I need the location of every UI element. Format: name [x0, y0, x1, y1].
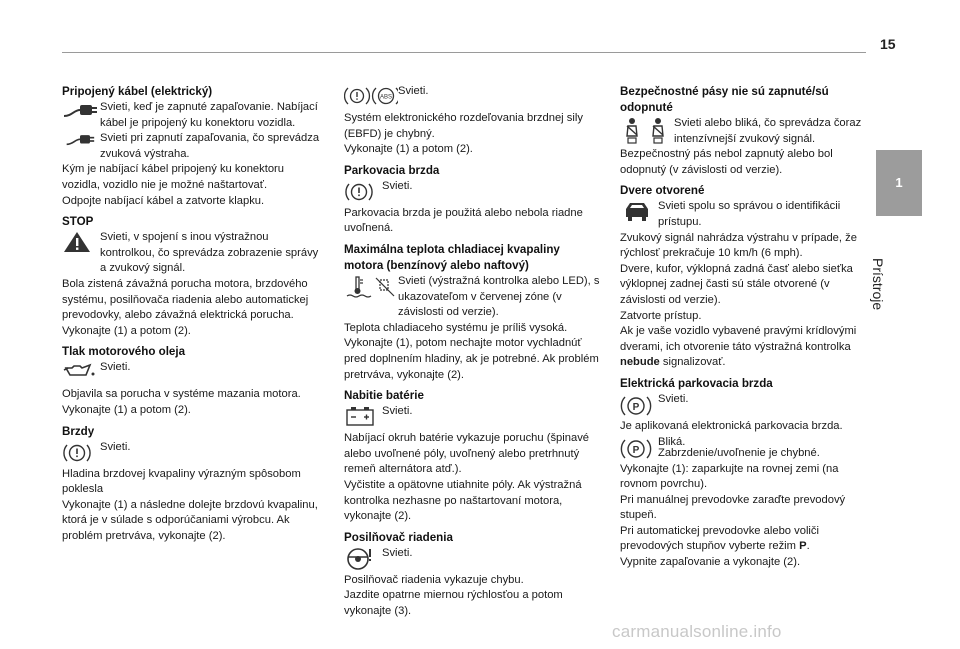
paragraph: Objavila sa porucha v systéme mazania motora. — [62, 388, 301, 401]
icon-row — [344, 179, 602, 206]
text-run: Ak je vaše vozidlo vybavené pravými krídlovými dverami, ich otvorenie táto výstražná kontrolka — [620, 325, 857, 353]
svg-text:P: P — [632, 444, 640, 456]
svg-text:P: P — [632, 401, 640, 413]
electric-parking-brake-icon — [620, 392, 658, 419]
paragraph: Hladina brzdovej kvapaliny výrazným spôsobom poklesla — [62, 467, 301, 496]
paragraph: Svieti pri zapnutí zapaľovania, čo sprevádza zvuková výstraha. — [100, 132, 320, 160]
led-crossed-icon — [376, 278, 394, 296]
paragraph: Vyčistite a opätovne utiahnite póly. Ak výstražná kontrolka nezhasne po naštartovaní motora, vykonajte (2). — [344, 478, 582, 523]
emphasis: nebude — [620, 356, 660, 369]
section-title: Parkovacia brzda — [344, 163, 440, 177]
icon-row — [620, 199, 878, 230]
paragraph: Svieti. — [382, 405, 413, 418]
paragraph: Vykonajte (1), potom nechajte motor vychladnúť pred doplnením hladiny, ak je potrebné. Ak problém pretrváva, vykonajte (2). — [344, 337, 599, 381]
oil-can-icon — [62, 360, 100, 387]
seatbelt-icon — [620, 116, 674, 143]
paragraph: Bola zistená závažná porucha motora, brzdového systému, posilňovača riadenia alebo automatickej prevodovky, alebo závažná elektrická porucha. — [62, 277, 309, 322]
electric-parking-brake-icon — [620, 435, 658, 462]
icon-row — [62, 100, 320, 131]
text-run: . — [806, 540, 810, 553]
watermark: carmanualsonline.info — [612, 622, 782, 641]
section-title: STOP — [62, 215, 94, 229]
power-steering-icon — [344, 546, 382, 573]
paragraph: Vykonajte (1) a následne dolejte brzdovú kvapalinu, ktorá je v súlade s odporúčaniami výrobcu. Ak problém pretrváva, vykonajte (2). — [62, 498, 318, 542]
paragraph: Zvukový signál nahrádza výstrahu v prípade, že rýchlosť prekračuje 10 km/h (6 mph). — [620, 231, 857, 260]
charging-cable-icon — [62, 131, 100, 158]
paragraph: Jazdite opatrne miernou rýchlosťou a potom vykonajte (3). — [344, 589, 563, 617]
paragraph: Vykonajte (1) a potom (2). — [62, 324, 191, 337]
paragraph: Zatvorte prístup. — [620, 309, 702, 322]
paragraph: Zabrzdenie/uvoľnenie je chybné. — [658, 446, 820, 459]
icon-row — [62, 440, 320, 467]
paragraph: Svieti. — [398, 85, 429, 97]
icon-row — [62, 360, 320, 387]
paragraph: Teplota chladiaceho systému je príliš vysoká. — [344, 321, 568, 334]
icon-row — [344, 274, 602, 321]
paragraph: Bliká. — [658, 435, 686, 448]
section-title: Elektrická parkovacia brzda — [620, 376, 773, 390]
column-3 — [620, 84, 878, 571]
svg-text:ABS: ABS — [379, 94, 393, 101]
abs-icon — [344, 84, 398, 111]
section-title: Bezpečnostné pásy nie sú zapnuté/sú odopnuté — [620, 85, 829, 114]
brake-warning-icon — [62, 440, 100, 467]
icon-row — [344, 84, 602, 111]
paragraph: Svieti spolu so správou o identifikácii prístupu. — [658, 200, 841, 228]
section-title: Tlak motorového oleja — [62, 345, 186, 359]
section-title: Nabitie batérie — [344, 389, 424, 403]
icon-row — [344, 546, 602, 573]
paragraph: Posilňovač riadenia vykazuje chybu. — [344, 573, 524, 586]
paragraph: Nabíjací okruh batérie vykazuje poruchu (špinavé alebo uvoľnené póly, uvoľnený alebo pretrhnutý remeň alternátora atď.). — [344, 432, 590, 476]
column-1 — [62, 84, 320, 544]
paragraph: Svieti. — [658, 392, 689, 405]
paragraph: Svieti, v spojení s inou výstražnou kontrolkou, čo sprevádza zobrazenie správy a zvukový signál. — [100, 231, 319, 275]
section-title: Pripojený kábel (elektrický) — [62, 85, 213, 98]
icon-row — [344, 404, 602, 431]
paragraph: Svieti. — [382, 546, 413, 559]
paragraph: Vykonajte (1) a potom (2). — [344, 143, 473, 156]
icon-row — [62, 230, 320, 277]
door-open-icon — [620, 199, 658, 226]
column-2 — [344, 84, 602, 619]
paragraph: Odpojte nabíjací kábel a zatvorte klapku. — [62, 194, 265, 207]
section-title: Maximálna teplota chladiacej kvapaliny motora (benzínový alebo naftový) — [344, 242, 560, 272]
paragraph: Svieti, keď je zapnuté zapaľovanie. Nabíjací kábel je pripojený ku konektoru vozidla. — [100, 101, 318, 129]
paragraph: Svieti. — [382, 179, 413, 192]
paragraph: Svieti. — [100, 440, 131, 453]
paragraph: Svieti. — [100, 361, 131, 374]
paragraph: Svieti alebo bliká, čo sprevádza čoraz intenzívnejší zvukový signál. — [674, 117, 862, 145]
text-run: Pri automatickej prevodovke alebo voliči prevodových stupňov vyberte režim — [620, 524, 819, 553]
paragraph: Systém elektronického rozdeľovania brzdnej sily (EBFD) je chybný. — [344, 112, 583, 140]
paragraph: Pri manuálnej prevodovke zaraďte prevodový stupeň. — [620, 493, 846, 522]
paragraph: Vykonajte (1): zaparkujte na rovnej zemi (na rovnom povrchu). — [620, 462, 839, 491]
coolant-temperature-icon — [344, 274, 398, 301]
paragraph: Svieti (výstražná kontrolka alebo LED), s ukazovateľom v červenej zóne (v závislosti od verzie). — [398, 274, 600, 319]
warning-triangle-icon — [62, 230, 100, 257]
section-title: Brzdy — [62, 424, 95, 438]
icon-row — [62, 131, 320, 162]
page-number: 15 — [880, 36, 896, 52]
paragraph: Parkovacia brzda je použitá alebo nebola riadne uvoľnená. — [344, 206, 583, 235]
paragraph — [620, 324, 878, 371]
paragraph: Dvere, kufor, výklopná zadná časť alebo sieťka výklopnej zadnej časti sú stále otvorené (v závislosti od verzie). — [620, 262, 853, 306]
icon-row — [620, 392, 878, 419]
paragraph: Vypnite zapaľovanie a vykonajte (2). — [620, 556, 801, 569]
emphasis: P — [799, 540, 807, 553]
section-title: Posilňovač riadenia — [344, 530, 453, 544]
battery-icon — [344, 404, 382, 431]
paragraph: Bezpečnostný pás nebol zapnutý alebo bol odopnutý (v závislosti od verzie). — [620, 148, 833, 176]
text-run: signalizovať. — [662, 356, 726, 369]
paragraph — [620, 524, 878, 555]
charging-cable-icon — [62, 100, 100, 127]
brake-warning-icon — [344, 179, 382, 206]
section-title: Dvere otvorené — [620, 184, 705, 198]
icon-row — [620, 116, 878, 147]
chapter-label: Prístroje — [870, 258, 886, 311]
paragraph: Je aplikovaná elektronická parkovacia brzda. — [620, 419, 843, 432]
header-rule — [62, 52, 866, 53]
paragraph: Vykonajte (1) a potom (2). — [62, 403, 191, 416]
paragraph: Kým je nabíjací kábel pripojený ku konektoru vozidla, vozidlo nie je možné naštartovať. — [62, 163, 285, 191]
chapter-number: 1 — [895, 175, 903, 190]
